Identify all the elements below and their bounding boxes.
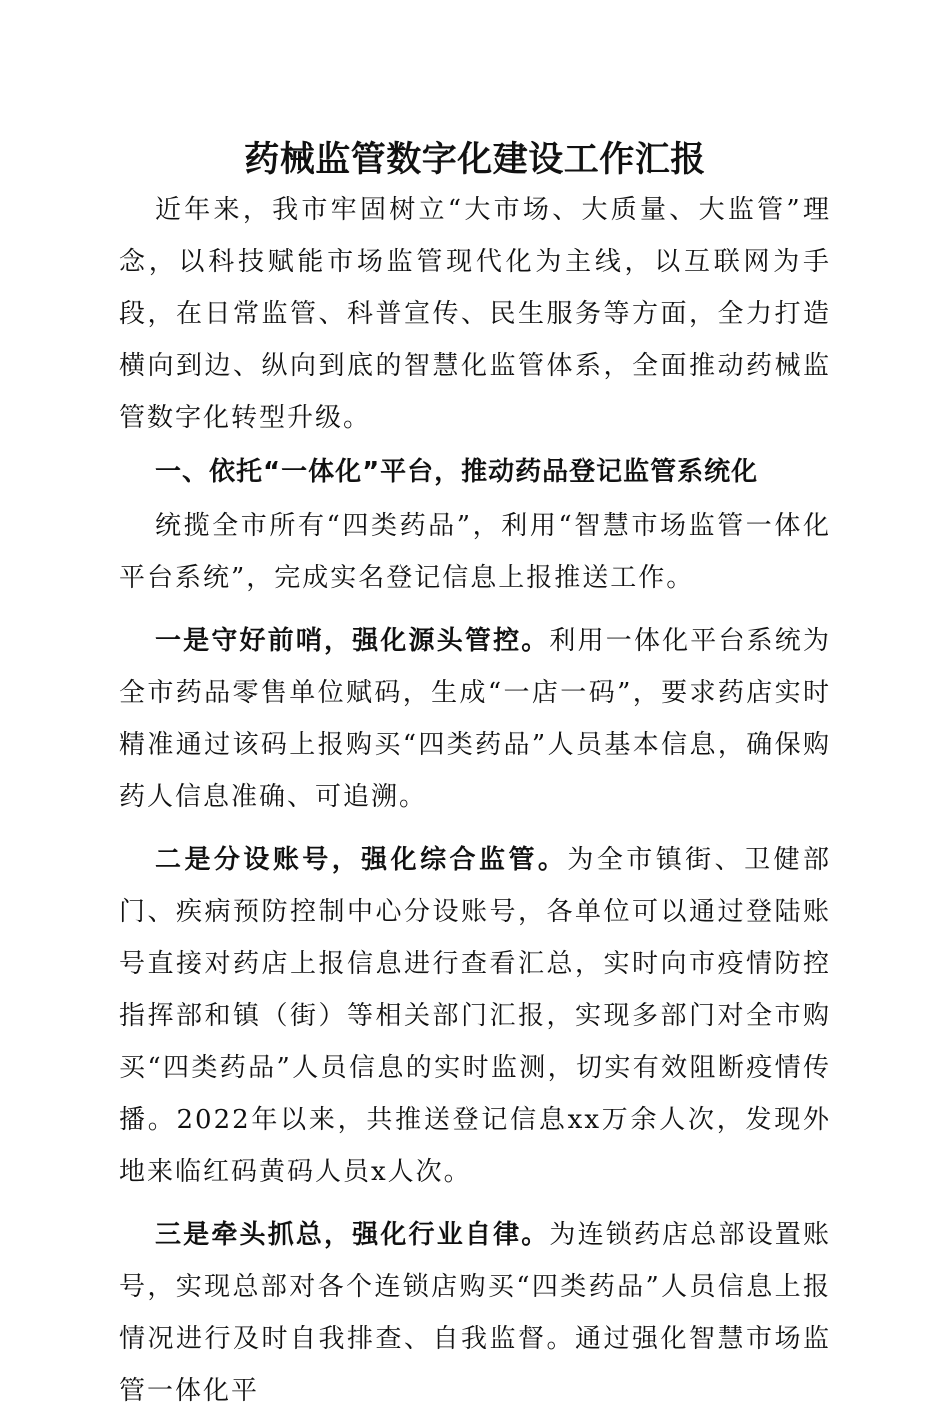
section-summary-paragraph: 统揽全市所有“四类药品”，利用“智慧市场监管一体化平台系统”，完成实名登记信息上报推送工作。 (119, 511, 831, 593)
paragraph-item-3 (119, 1209, 831, 1417)
paragraph-text: 为连锁药店总部设置账号，实现总部对各个连锁店购买“四类药品”人员信息上报情况进行及时自我排查、自我监督。通过强化智慧市场监管一体化平 (119, 1220, 831, 1406)
paragraph-item-1 (119, 615, 831, 823)
paragraph-lead: 一是守好前哨，强化源头管控。 (155, 626, 550, 656)
section-heading: 一、依托“一体化”平台，推动药品登记监管系统化 (155, 457, 759, 487)
intro-paragraph: 近年来，我市牢固树立“大市场、大质量、大监管”理念，以科技赋能市场监管现代化为主线，以互联网为手段，在日常监管、科普宣传、民生服务等方面，全力打造横向到边、纵向到底的智慧化监管体系，全面推动药械监管数字化转型升级。 (119, 195, 831, 433)
paragraph-lead: 三是牵头抓总，强化行业自律。 (155, 1220, 550, 1250)
document-body (119, 184, 831, 1417)
paragraph-text: 利用一体化平台系统为全市药品零售单位赋码，生成“一店一码”，要求药店实时精准通过该码上报购买“四类药品”人员基本信息，确保购药人信息准确、可追溯。 (119, 626, 831, 812)
document-title: 药械监管数字化建设工作汇报 (244, 140, 706, 180)
paragraph-text: 为全市镇街、卫健部门、疾病预防控制中心分设账号，各单位可以通过登陆账号直接对药店上报信息进行查看汇总，实时向市疫情防控指挥部和镇（街）等相关部门汇报，实现多部门对全市购买“四类药品”人员信息的实时监测，切实有效阻断疫情传播。2022年以来，共推送登记信息xx万余人次，发现外地来临红码黄码人员x人次。 (119, 845, 831, 1187)
paragraph-lead: 二是分设账号，强化综合监管。 (155, 845, 568, 875)
paragraph-item-2 (119, 834, 831, 1198)
